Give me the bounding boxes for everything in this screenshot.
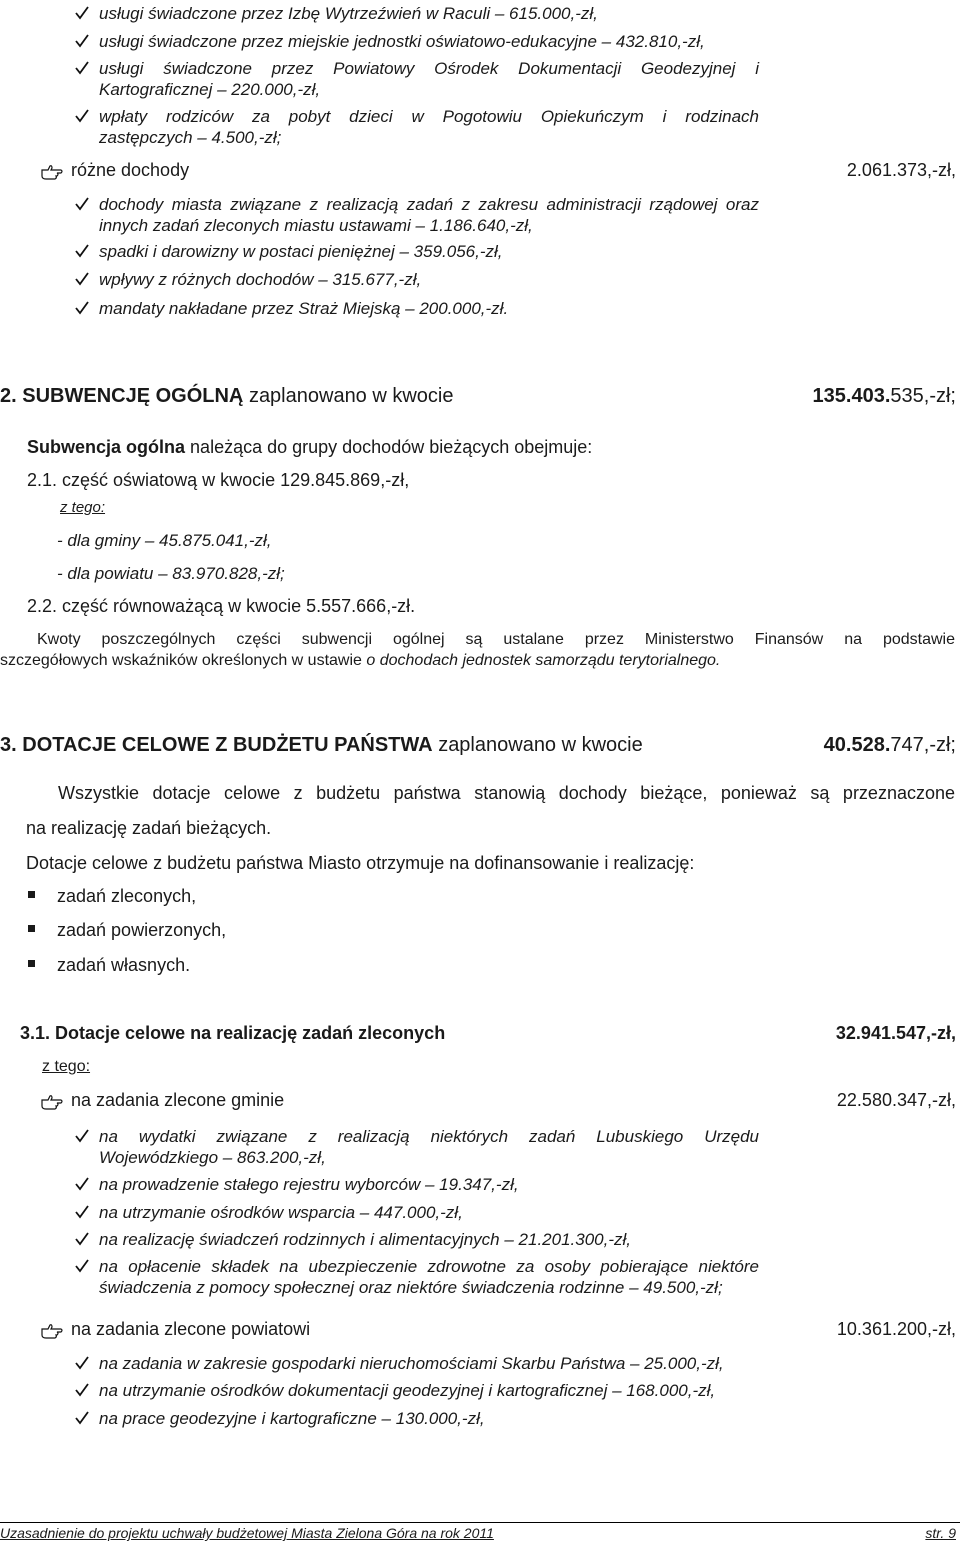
checkmark-icon — [74, 1410, 90, 1430]
list-item: wpłaty rodziców za pobyt dzieci w Pogotowiu Opiekuńczym i rodzinach — [99, 107, 759, 126]
amount: 10.361.200,-zł, — [836, 1319, 956, 1339]
amount: 2.061.373,-zł, — [846, 160, 956, 180]
pointing-hand-icon — [40, 163, 64, 181]
amount: 32.941.547,-zł, — [835, 1023, 956, 1043]
list-item: zadań własnych. — [57, 955, 191, 975]
list-item: - dla gminy – 45.875.041,-zł, — [57, 531, 272, 550]
footer-title: Uzasadnienie do projektu uchwały budżetowej Miasta Zielona Góra na rok 2011 — [0, 1525, 494, 1541]
list-item: wpływy z różnych dochodów – 315.677,-zł, — [99, 270, 422, 289]
z-tego-label: z tego: — [42, 1058, 91, 1075]
list-item: na zadania w zakresie gospodarki nieruchomościami Skarbu Państwa – 25.000,-zł, — [99, 1354, 724, 1373]
section-heading: 3. DOTACJE CELOWE Z BUDŻETU PAŃSTWA zaplanowano w kwocie — [0, 734, 643, 756]
paragraph: Dotacje celowe z budżetu państwa Miasto otrzymuje na dofinansowanie i realizację: — [26, 853, 695, 873]
amount: 40.528.747,-zł; — [823, 734, 956, 756]
list-item: na utrzymanie ośrodków wsparcia – 447.000,-zł, — [99, 1203, 463, 1222]
list-item: - dla powiatu – 83.970.828,-zł; — [57, 564, 285, 583]
list-item: na prace geodezyjne i kartograficzne – 130.000,-zł, — [99, 1409, 485, 1428]
paragraph: Kwoty poszczególnych części subwencji ogólnej są ustalane przez Ministerstwo Finansów na podstawie — [37, 631, 955, 648]
list-item: mandaty nakładane przez Straż Miejską – 200.000,-zł. — [99, 299, 509, 318]
checkmark-icon — [74, 33, 90, 53]
section-label: na zadania zlecone gminie — [71, 1090, 285, 1110]
list-item: zadań zleconych, — [57, 886, 197, 906]
section-title: SUBWENCJĘ OGÓLNĄ — [22, 385, 244, 407]
subsection-heading: 3.1. Dotacje celowe na realizację zadań zleconych — [20, 1023, 446, 1043]
checkmark-icon — [74, 1382, 90, 1402]
list-item: na utrzymanie ośrodków dokumentacji geodezyjnej i kartograficznej – 168.000,-zł, — [99, 1381, 716, 1400]
list-item: zadań powierzonych, — [57, 920, 227, 940]
list-item: na realizację świadczeń rodzinnych i alimentacyjnych – 21.201.300,-zł, — [99, 1230, 632, 1249]
section-label: na zadania zlecone powiatowi — [71, 1319, 311, 1339]
list-item-cont: zastępczych – 4.500,-zł; — [99, 128, 282, 147]
list-item-cont: Kartograficznej – 220.000,-zł, — [99, 80, 321, 99]
section-title: DOTACJE CELOWE Z BUDŻETU PAŃSTWA — [22, 734, 433, 756]
checkmark-icon — [74, 196, 90, 216]
paragraph-cont: szczegółowych wskaźników określonych w ustawie o dochodach jednostek samorządu terytorialnego. — [0, 652, 721, 669]
list-item: dochody miasta związane z realizacją zadań z zakresu administracji rządowej oraz — [99, 195, 759, 214]
checkmark-icon — [74, 300, 90, 320]
list-item: 2.2. część równoważącą w kwocie 5.557.666,-zł. — [27, 596, 416, 616]
amount: 135.403.535,-zł; — [812, 385, 956, 407]
list-item-cont: innych zadań zleconych miastu ustawami – 1.186.640,-zł, — [99, 216, 533, 235]
checkmark-icon — [74, 1258, 90, 1278]
list-item: na prowadzenie stałego rejestru wyborców – 19.347,-zł, — [99, 1175, 519, 1194]
checkmark-icon — [74, 243, 90, 263]
list-item-cont: świadczenia z pomocy społecznej oraz niektóre świadczenia rodzinne – 49.500,-zł; — [99, 1278, 723, 1297]
pointing-hand-icon — [40, 1093, 64, 1111]
paragraph: Wszystkie dotacje celowe z budżetu państwa stanowią dochody bieżące, ponieważ są przeznaczone — [58, 783, 955, 803]
checkmark-icon — [74, 1231, 90, 1251]
bullet-square-icon — [28, 925, 35, 932]
list-item: usługi świadczone przez miejskie jednostki oświatowo-edukacyjne – 432.810,-zł, — [99, 32, 705, 51]
list-item: usługi świadczone przez Izbę Wytrzeźwień w Raculi – 615.000,-zł, — [99, 4, 598, 23]
checkmark-icon — [74, 5, 90, 25]
checkmark-icon — [74, 60, 90, 80]
list-item: spadki i darowizny w postaci pieniężnej – 359.056,-zł, — [99, 242, 503, 261]
checkmark-icon — [74, 1176, 90, 1196]
bullet-square-icon — [28, 960, 35, 967]
page-number: str. 9 — [925, 1525, 956, 1541]
section-heading: 2. SUBWENCJĘ OGÓLNĄ zaplanowano w kwocie — [0, 385, 454, 407]
z-tego-label: z tego: — [60, 499, 106, 516]
paragraph-cont: na realizację zadań bieżących. — [26, 818, 272, 838]
checkmark-icon — [74, 108, 90, 128]
checkmark-icon — [74, 1204, 90, 1224]
list-item: usługi świadczone przez Powiatowy Ośrodek Dokumentacji Geodezyjnej i — [99, 59, 759, 78]
list-item: 2.1. część oświatową w kwocie 129.845.869,-zł, — [27, 470, 410, 490]
amount: 22.580.347,-zł, — [836, 1090, 956, 1110]
list-item-cont: Wojewódzkiego – 863.200,-zł, — [99, 1148, 326, 1167]
checkmark-icon — [74, 1128, 90, 1148]
list-item: na wydatki związane z realizacją niektórych zadań Lubuskiego Urzędu — [99, 1127, 759, 1146]
footer-rule — [0, 1522, 960, 1523]
list-item: na opłacenie składek na ubezpieczenie zdrowotne za osoby pobierające niektóre — [99, 1257, 759, 1276]
subwencja-intro: Subwencja ogólna należąca do grupy dochodów bieżących obejmuje: — [27, 437, 593, 457]
section-label: różne dochody — [71, 160, 190, 180]
pointing-hand-icon — [40, 1322, 64, 1340]
checkmark-icon — [74, 271, 90, 291]
bullet-square-icon — [28, 891, 35, 898]
checkmark-icon — [74, 1355, 90, 1375]
